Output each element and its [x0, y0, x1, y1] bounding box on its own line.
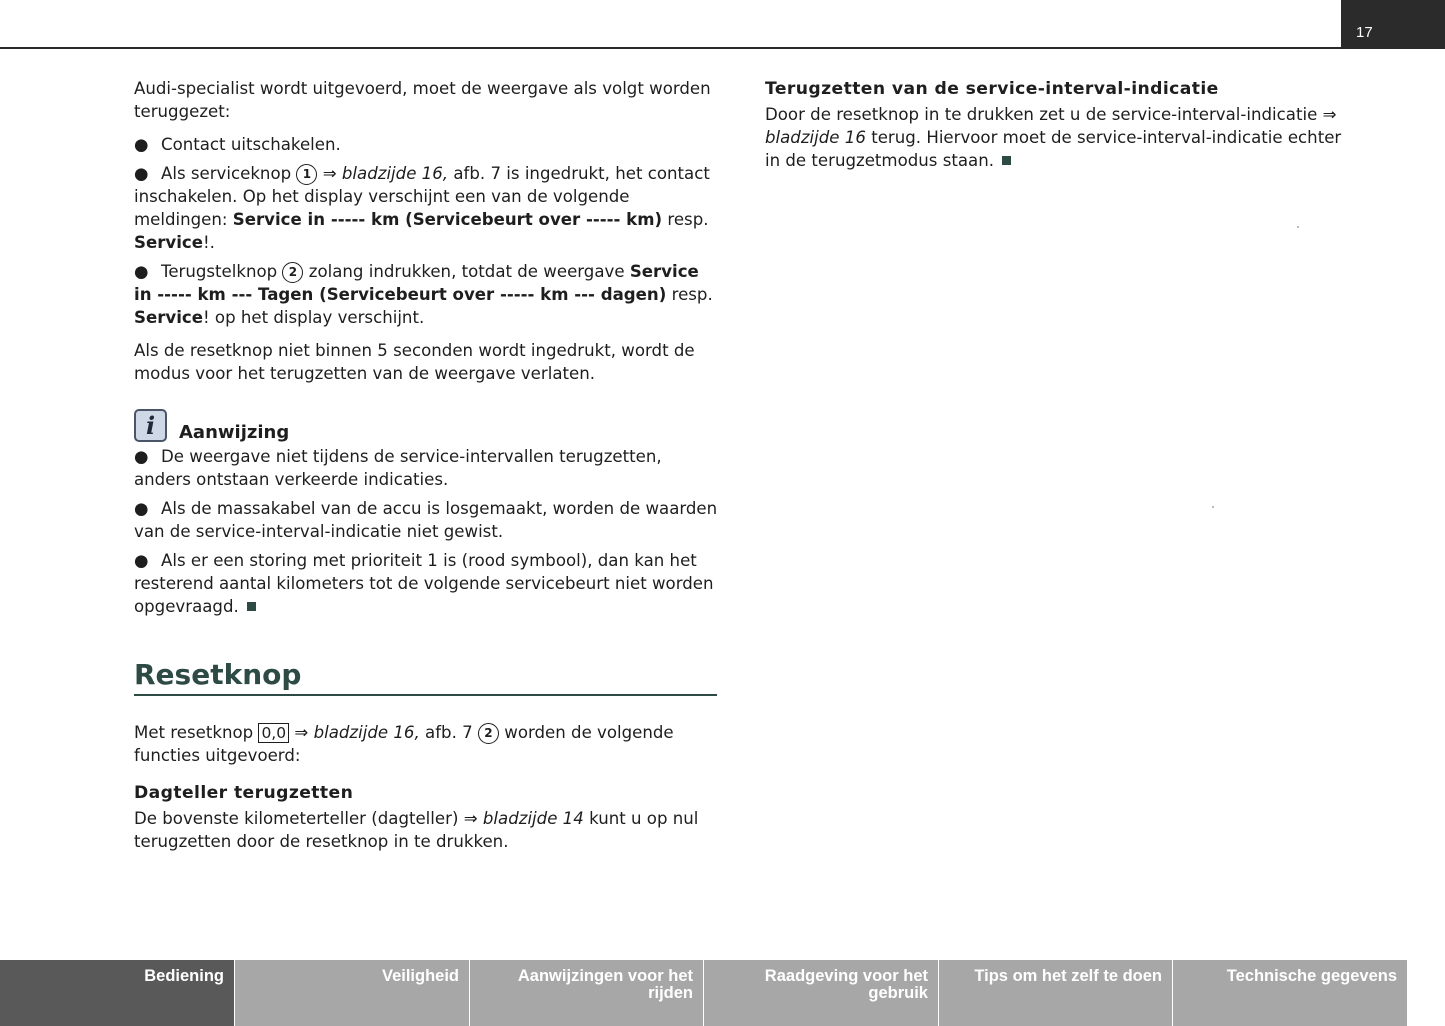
end-of-section-icon	[247, 602, 256, 611]
bullet-contact-off: ● Contact uitschakelen.	[134, 135, 341, 154]
callout-1-icon: 1	[296, 164, 317, 185]
arrow-icon: ⇒	[1322, 105, 1337, 124]
note-item: ● De weergave niet tijdens de service-intervallen terugzetten, anders ontstaan verkeerde indicaties.	[134, 447, 662, 489]
page-number: 17	[1341, 0, 1445, 49]
left-column	[134, 77, 718, 853]
arrow-icon: ⇒	[463, 809, 478, 828]
bullet-dot-icon: ●	[134, 135, 149, 154]
callout-2-icon: 2	[478, 723, 499, 744]
header-rule	[0, 47, 1445, 49]
trip-reset-paragraph: De bovenste kilometerteller (dagteller) ⇒ bladzijde 14 kunt u op nul terugzetten door de resetknop in te drukken.	[134, 809, 699, 851]
tab-aanwijzingen[interactable]: Aanwijzingen voor het rijden	[470, 960, 703, 1026]
reset-key-icon: 0,0	[258, 723, 289, 743]
note-title: Aanwijzing	[179, 422, 290, 443]
reset-button-paragraph: Met resetknop 0,0 ⇒ bladzijde 16, afb. 7 2 worden de volgende functies uitgevoerd:	[134, 723, 674, 765]
footer-nav	[0, 960, 1445, 1026]
subsection-title: Terugzetten van de service-interval-indicatie	[765, 79, 1219, 99]
bullet-dot-icon: ●	[134, 447, 149, 466]
section-title: Resetknop	[134, 658, 717, 696]
page-reference-link[interactable]: bladzijde 16	[765, 128, 866, 147]
note-item: ● Als de massakabel van de accu is losgemaakt, worden de waarden van de service-interval-indicatie niet gewist.	[134, 499, 718, 541]
tab-bediening[interactable]: Bediening	[0, 960, 234, 1026]
intro-paragraph: Audi-specialist wordt uitgevoerd, moet de weergave als volgt worden teruggezet:	[134, 79, 711, 121]
arrow-icon: ⇒	[322, 164, 337, 183]
note-header	[134, 409, 718, 445]
callout-2-icon: 2	[282, 262, 303, 283]
subsection-title: Dagteller terugzetten	[134, 783, 354, 803]
arrow-icon: ⇒	[294, 723, 309, 742]
right-column	[765, 77, 1350, 172]
timeout-paragraph: Als de resetknop niet binnen 5 seconden wordt ingedrukt, wordt de modus voor het terugzetten van de weergave verlaten.	[134, 341, 695, 383]
tab-raadgeving[interactable]: Raadgeving voor het gebruik	[704, 960, 938, 1026]
scan-speck	[1297, 226, 1299, 228]
bullet-dot-icon: ●	[134, 164, 149, 183]
service-reset-paragraph: Door de resetknop in te drukken zet u de service-interval-indicatie ⇒ bladzijde 16 terug. Hiervoor moet de service-interval-indicatie echter in de terugzetmodus staan.	[765, 105, 1342, 170]
bullet-dot-icon: ●	[134, 499, 149, 518]
tab-technische-gegevens[interactable]: Technische gegevens	[1173, 960, 1407, 1026]
page-reference-link[interactable]: bladzijde 14	[482, 809, 584, 828]
bullet-dot-icon: ●	[134, 262, 149, 281]
info-icon: i	[134, 409, 167, 442]
page-reference-link[interactable]: bladzijde 16,	[313, 723, 420, 742]
tab-veiligheid[interactable]: Veiligheid	[235, 960, 469, 1026]
note-item: ● Als er een storing met prioriteit 1 is (rood symbool), dan kan het resterend aantal kilometers tot de volgende servicebeurt niet worden opgevraagd.	[134, 551, 714, 616]
scan-speck	[1212, 506, 1214, 508]
bullet-service-button: ● Als serviceknop 1 ⇒ bladzijde 16, afb. 7 is ingedrukt, het contact inschakelen. Op het display verschijnt een van de volgende meldingen: Service in ----- km (Servicebeurt over ----- km) resp. Service!.	[134, 164, 710, 252]
tab-tips[interactable]: Tips om het zelf te doen	[939, 960, 1172, 1026]
end-of-section-icon	[1002, 156, 1011, 165]
page-reference-link[interactable]: bladzijde 16,	[341, 164, 449, 183]
bullet-dot-icon: ●	[134, 551, 149, 570]
bullet-reset-button: ● Terugstelknop 2 zolang indrukken, totdat de weergave Service in ----- km --- Tagen (Servicebeurt over ----- km --- dagen) resp. Service! op het display verschijnt.	[134, 262, 713, 327]
